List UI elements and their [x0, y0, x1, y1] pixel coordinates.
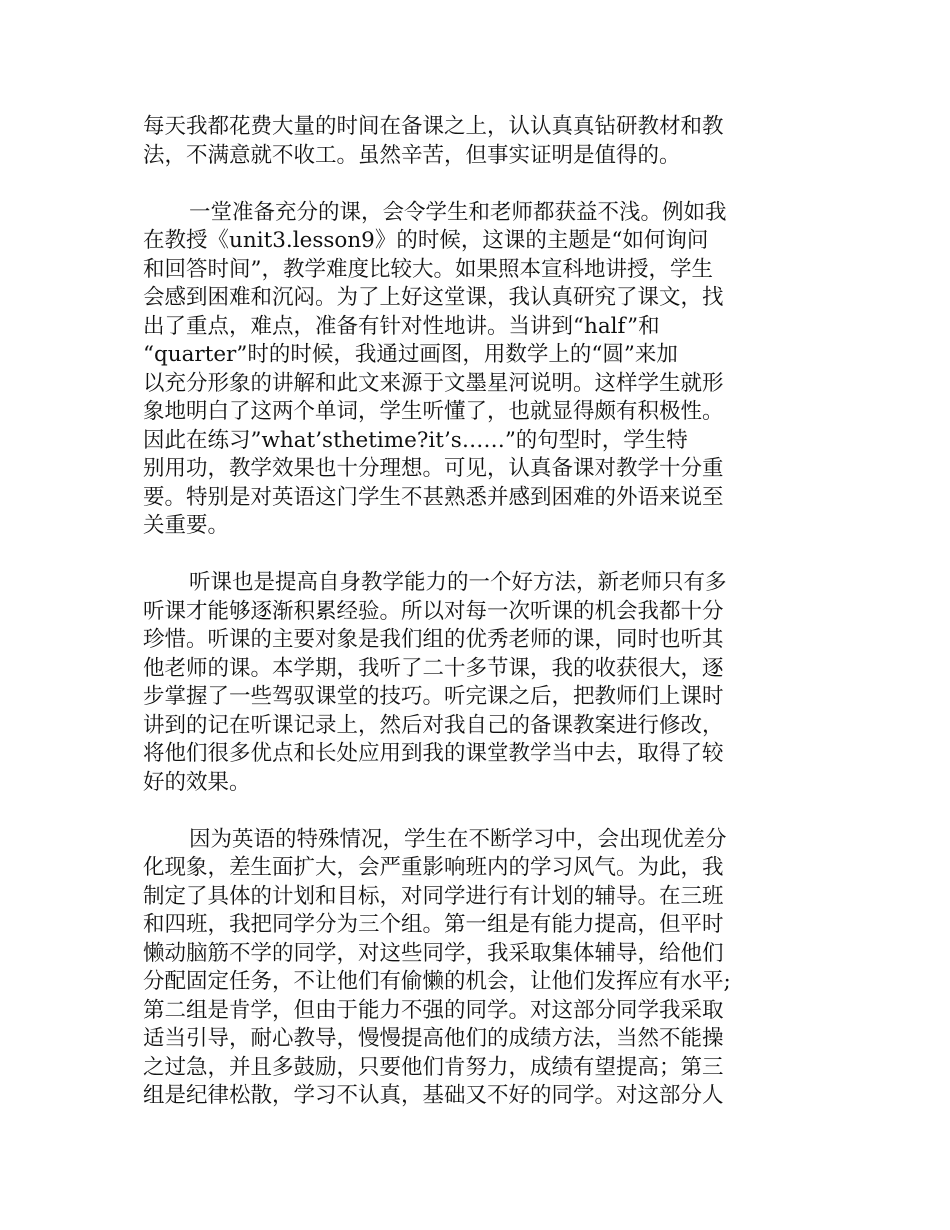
text-line: 听课才能够逐渐积累经验。所以对每一次听课的机会我都十分	[143, 598, 724, 624]
text-line: 制定了具体的计划和目标，对同学进行有计划的辅导。在三班	[143, 883, 724, 909]
text-line: “quarter”时的时候，我通过画图，用数学上的“圆”来加	[143, 342, 678, 367]
text-line: 听课也是提高自身教学能力的一个好方法，新老师只有多	[189, 570, 727, 595]
text-line: 分配固定任务，不让他们有偷懒的机会，让他们发挥应有水平;	[143, 969, 731, 994]
text-line: 讲到的记在听课记录上，然后对我自己的备课教案进行修改，	[143, 712, 724, 738]
text-line: 适当引导，耐心教导，慢慢提高他们的成绩方法，当然不能操	[143, 1026, 724, 1051]
paragraph-spacer	[143, 797, 813, 826]
text-line: 法，不满意就不收工。虽然辛苦，但事实证明是值得的。	[143, 142, 681, 168]
text-line: 将他们很多优点和长处应用到我的课堂教学当中去，取得了较	[143, 741, 724, 766]
text-line: 象地明白了这两个单词，学生听懂了，也就显得颇有积极性。	[143, 399, 724, 424]
text-line: 化现象，差生面扩大，会严重影响班内的学习风气。为此，我	[143, 855, 724, 880]
text-line: 之过急，并且多鼓励，只要他们肯努力，成绩有望提高；第三	[143, 1054, 724, 1080]
paragraph	[143, 199, 813, 541]
text-line: 第二组是肯学，但由于能力不强的同学。对这部分同学我采取	[143, 997, 724, 1023]
text-line: 组是纪律松散，学习不认真，基础又不好的同学。对这部分人	[143, 1083, 724, 1108]
text-line: 因此在练习”what’sthetime?it’s……”的句型时，学生特	[143, 427, 688, 453]
text-line: 步掌握了一些驾驭课堂的技巧。听完课之后，把教师们上课时	[143, 684, 724, 709]
text-line: 关重要。	[143, 513, 230, 538]
text-line: 以充分形象的讲解和此文来源于文墨星河说明。这样学生就形	[143, 370, 724, 396]
paragraph-spacer	[143, 541, 813, 570]
paragraph	[143, 113, 813, 170]
text-line: 会感到困难和沉闷。为了上好这堂课，我认真研究了课文，找	[143, 285, 724, 310]
document-page	[143, 113, 813, 1111]
text-line: 别用功，教学效果也十分理想。可见，认真备课对教学十分重	[143, 456, 724, 481]
text-line: 出了重点，难点，准备有针对性地讲。当讲到“half”和	[143, 313, 660, 339]
paragraph	[143, 569, 813, 797]
paragraph-spacer	[143, 170, 813, 199]
text-line: 好的效果。	[143, 769, 251, 795]
text-line: 懒动脑筋不学的同学，对这些同学，我采取集体辅导，给他们	[143, 940, 724, 966]
text-line: 一堂准备充分的课，会令学生和老师都获益不浅。例如我	[189, 199, 727, 225]
text-line: 因为英语的特殊情况，学生在不断学习中，会出现优差分	[189, 826, 727, 852]
text-line: 和四班，我把同学分为三个组。第一组是有能力提高，但平时	[143, 912, 724, 937]
text-line: 要。特别是对英语这门学生不甚熟悉并感到困难的外语来说至	[143, 484, 724, 510]
text-line: 珍惜。听课的主要对象是我们组的优秀老师的课，同时也听其	[143, 627, 724, 652]
text-line: 他老师的课。本学期，我听了二十多节课，我的收获很大，逐	[143, 655, 724, 681]
text-line: 每天我都花费大量的时间在备课之上，认认真真钻研教材和教	[143, 114, 724, 139]
text-line: 和回答时间”，教学难度比较大。如果照本宣科地讲授，学生	[143, 256, 713, 282]
paragraph	[143, 826, 813, 1111]
text-line: 在教授《unit3.lesson9》的时候，这课的主题是“如何询问	[143, 228, 709, 253]
